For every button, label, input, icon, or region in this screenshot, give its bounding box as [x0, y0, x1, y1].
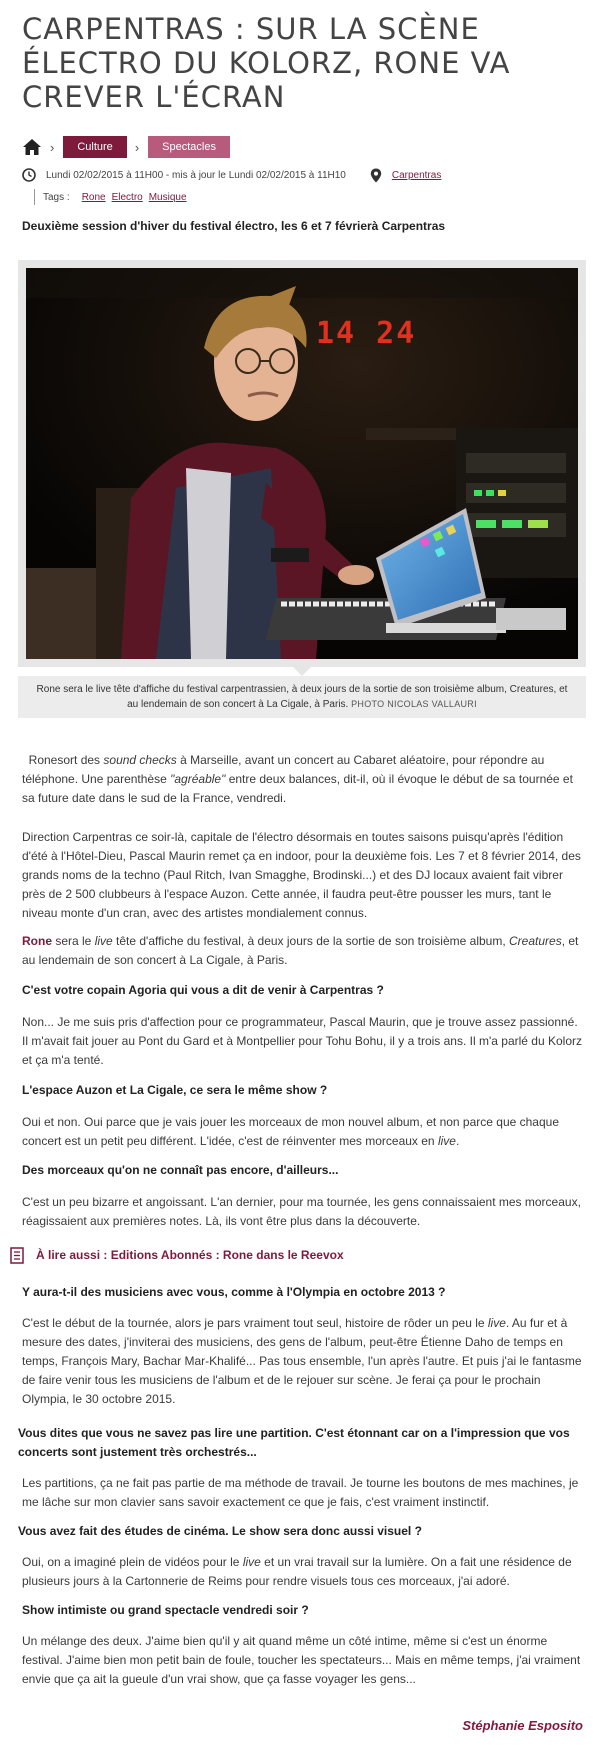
- author-signature: Stéphanie Esposito: [462, 1718, 583, 1733]
- question-7: Show intimiste ou grand spectacle vendredi soir ?: [22, 1603, 309, 1617]
- paragraph-3: Rone sera le live tête d'affiche du festival, à deux jours de la sortie de son troisième album, Creatures, et au lendemain de son concert à La Cigale, à Paris.: [22, 934, 579, 967]
- question-6: Vous avez fait des études de cinéma. Le show sera donc aussi visuel ?: [18, 1524, 422, 1538]
- breadcrumb-culture[interactable]: Culture: [63, 136, 126, 158]
- answer-3: C'est un peu bizarre et angoissant. L'an dernier, pour ma tournée, les gens connaissaient mes morceaux, réagissaient aux premières notes. Là, ils vont être plus dans la découverte.: [22, 1195, 581, 1228]
- tag-rone[interactable]: Rone: [81, 191, 106, 203]
- answer-5: Les partitions, ça ne fait pas partie de ma méthode de travail. Je tourne les boutons de mes machines, je me lâche sur mon clavier sans savoir exactement ce que je fais, c'est vraiment instinctif.: [22, 1476, 579, 1509]
- answer-6: Oui, on a imaginé plein de vidéos pour le live et un vrai travail sur la lumière. On a fait une résidence de plusieurs jours à la Cartonnerie de Reims pour rendre visuels tous ces morceaux, j'ai adoré.: [22, 1555, 572, 1588]
- article-meta: [22, 166, 441, 184]
- location-link[interactable]: Carpentras: [391, 169, 442, 181]
- read-also-text: À lire aussi : Editions Abonnés : Rone dans le Reevox: [36, 1248, 344, 1262]
- read-also-link[interactable]: [10, 1245, 344, 1265]
- article-photo[interactable]: [26, 268, 578, 659]
- tags-label: Tags :: [43, 191, 70, 203]
- question-1: C'est votre copain Agoria qui vous a dit de venir à Carpentras ?: [22, 983, 384, 997]
- caption-text: Rone sera le live tête d'affiche du festival carpentrassien, à deux jours de la sortie de son troisième album, Creatures, et au lendemain de son concert à La Cigale, à Paris.: [36, 684, 568, 710]
- photo-frame: [18, 260, 586, 667]
- answer-7: Un mélange des deux. J'aime bien qu'il y ait quand même un côté intime, même si c'est un énorme festival. J'aime bien mon petit bain de foule, toucher les spectateurs... Mais en même temps, j'ai vraiment envie que ça ait la gueule d'un vrai show, que ça fasse voyager les gens...: [22, 1634, 581, 1686]
- paragraph-2: Direction Carpentras ce soir-là, capitale de l'électro désormais en toutes saisons puisqu'après l'édition d'été à l'Hôtel-Dieu, Pascal Maurin remet ça en indoor, pour la deuxième fois. Les 7 et 8 février 2014, des grands noms de la techno (Paul Ritch, Ivan Smagghe, Brodinski...) et des DJ locaux avaient fait vibrer près de 2 500 clubbeurs à l'espace Auzon. Cette année, il faudra peut-être pousser les murs, tant le niveau monte d'un cran, avec des artistes mondialement connus.: [22, 830, 581, 920]
- home-icon[interactable]: [22, 138, 42, 156]
- question-5: Vous dites que vous ne savez pas lire une partition. C'est étonnant car on a l'impression que vos concerts sont justement très orchestrés...: [18, 1426, 570, 1459]
- question-4: Y aura-t-il des musiciens avec vous, comme à l'Olympia en octobre 2013 ?: [22, 1285, 446, 1299]
- tags-row: [34, 189, 193, 205]
- question-2: L'espace Auzon et La Cigale, ce sera le même show ?: [22, 1083, 328, 1097]
- chevron-right-icon: ›: [50, 139, 55, 155]
- answer-4: C'est le début de la tournée, alors je pars vraiment tout seul, histoire de rôder un peu le live. Au fur et à mesure des dates, j'inviterai des musiciens, des gens de l'album, peut-être Étienne Daho de temps en temps, François Mary, Bachar Mar-Khalifé... Pas tous ensemble, l'un après l'autre. Et puis j'ai le fantasme de faire venir tous les musiciens de l'album et de le rejouer sur scène. Je ferai ça pour le prochain Olympia, le 30 octobre 2015.: [22, 1316, 582, 1406]
- breadcrumb-spectacles[interactable]: Spectacles: [148, 136, 230, 158]
- article-title: CARPENTRAS : SUR LA SCÈNE ÉLECTRO DU KOLORZ, RONE VA CREVER L'ÉCRAN: [22, 12, 511, 114]
- caption-notch: [293, 667, 311, 676]
- display-digits: 14 24: [316, 316, 417, 351]
- photo-caption: [18, 676, 586, 718]
- chevron-right-icon: ›: [134, 139, 140, 155]
- article-lede: Deuxième session d'hiver du festival électro, les 6 et 7 févrierà Carpentras: [22, 219, 446, 233]
- location-pin-icon: [370, 168, 382, 183]
- tag-musique[interactable]: Musique: [148, 191, 187, 203]
- answer-2: Oui et non. Oui parce que je vais jouer les morceaux de mon nouvel album, et non parce que chaque concert est un petit peu différent. L'idée, c'est de réinventer mes morceaux en live.: [22, 1115, 559, 1148]
- paragraph-1: Ronesort des sound checks à Marseille, avant un concert au Cabaret aléatoire, pour répondre au téléphone. Une parenthèse "agréable" entre deux balances, dit-il, où il évoque le début de sa tournée et sa future date dans le sud de la France, vendredi.: [22, 753, 573, 805]
- tag-electro[interactable]: Electro: [111, 191, 143, 203]
- document-icon: [10, 1247, 24, 1264]
- breadcrumb: [22, 136, 230, 158]
- answer-1: Non... Je me suis pris d'affection pour ce programmateur, Pascal Maurin, que je trouve assez passionné. Il m'avait fait jouer au Pont du Gard et à Montpellier pour Tohu Bohu, il y a trois ans. Il m'a parlé du Kolorz et ça m'a tenté.: [22, 1015, 582, 1067]
- question-3: Des morceaux qu'on ne connaît pas encore, d'ailleurs...: [22, 1163, 339, 1177]
- publish-date: Lundi 02/02/2015 à 11H00 - mis à jour le Lundi 02/02/2015 à 11H10: [46, 169, 346, 181]
- clock-icon: [22, 168, 36, 182]
- photo-credit: PHOTO NICOLAS VALLAURI: [351, 699, 477, 709]
